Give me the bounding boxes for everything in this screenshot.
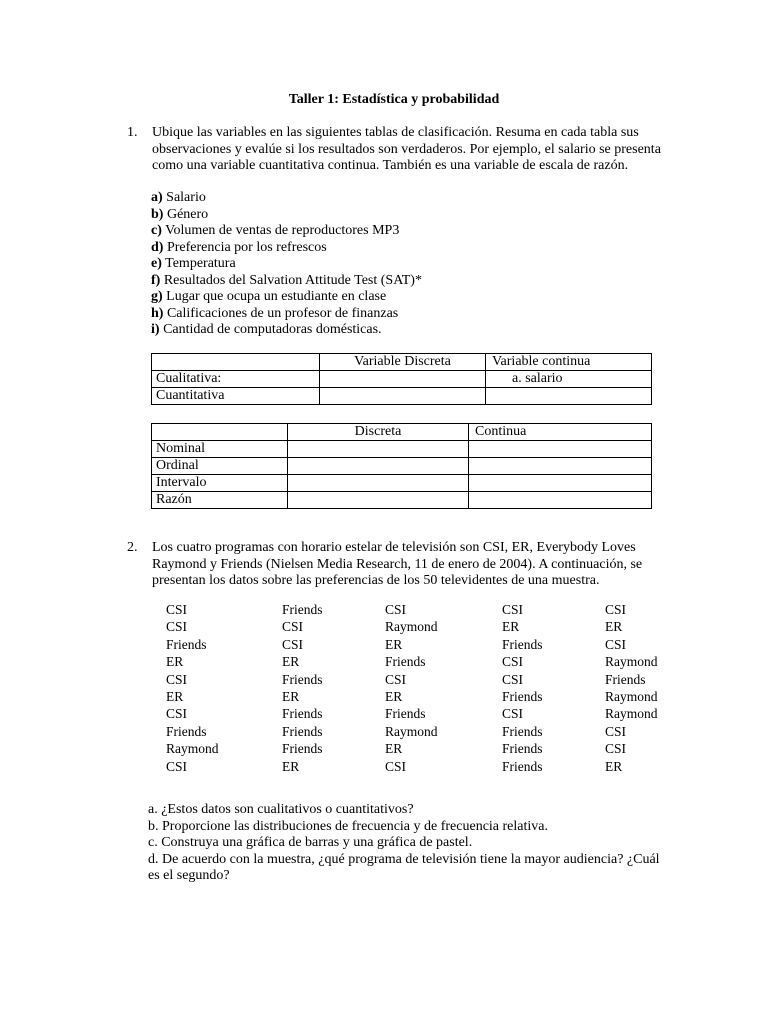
list-item: e) Temperatura	[151, 256, 236, 271]
data-value: CSI	[605, 602, 627, 617]
subquestion: b. Proporcione las distribuciones de frecuencia y de frecuencia relativa.	[148, 818, 548, 834]
subquestion: a. ¿Estos datos son cualitativos o cuantitativos?	[148, 802, 414, 817]
data-value: Friends	[502, 636, 543, 652]
data-value: Friends	[385, 654, 426, 670]
table-cell[interactable]	[469, 441, 652, 458]
table-row	[152, 371, 652, 388]
data-value: CSI	[385, 758, 407, 774]
list-item: i) Cantidad de computadoras domésticas.	[151, 322, 382, 337]
list-item: b) Género	[151, 206, 209, 222]
data-value: Friends	[282, 723, 323, 739]
table-header: Continua	[469, 424, 652, 441]
table-row	[152, 458, 652, 475]
data-value: Friends	[502, 723, 543, 739]
subquestion: es el segundo?	[148, 868, 230, 883]
data-column	[385, 601, 438, 775]
data-value: CSI	[282, 619, 304, 635]
table-row-label: Cuantitativa	[152, 388, 320, 405]
data-value: CSI	[166, 602, 188, 617]
data-column	[605, 601, 658, 775]
data-value: Friends	[385, 706, 426, 722]
list-item: c) Volumen de ventas de reproductores MP3	[151, 223, 400, 238]
data-value: Raymond	[605, 689, 658, 705]
table-cell[interactable]	[320, 371, 486, 388]
data-value: Friends	[605, 671, 646, 687]
list-item: h) Calificaciones de un profesor de finanzas	[151, 305, 399, 321]
data-value: Raymond	[605, 654, 658, 670]
list-item: a) Salario	[151, 190, 206, 205]
table-row-label: Cualitativa:	[152, 371, 320, 388]
data-value: CSI	[502, 706, 524, 722]
table-row	[152, 492, 652, 509]
page-title: Taller 1: Estadística y probabilidad	[288, 92, 500, 107]
data-value: Friends	[166, 636, 207, 652]
table-header: Variable continua	[486, 354, 652, 371]
table-row	[152, 424, 652, 441]
data-value: CSI	[605, 741, 627, 757]
data-value: CSI	[502, 602, 524, 617]
data-value: ER	[605, 619, 623, 635]
data-column	[502, 601, 543, 775]
data-value: Friends	[502, 741, 543, 757]
data-value: Raymond	[385, 723, 438, 739]
data-value: CSI	[385, 671, 407, 687]
data-value: CSI	[605, 723, 627, 739]
data-column	[166, 601, 219, 775]
classification-table-1	[151, 353, 652, 405]
table-cell[interactable]	[320, 388, 486, 405]
data-value: Friends	[166, 723, 207, 739]
data-value: Friends	[282, 741, 323, 757]
table-cell[interactable]	[469, 492, 652, 509]
data-value: CSI	[385, 602, 407, 617]
data-value: ER	[282, 654, 300, 670]
table-cell[interactable]: a. salario	[486, 371, 652, 388]
question-2-text	[152, 540, 652, 590]
data-value: ER	[385, 636, 403, 652]
data-value: ER	[166, 654, 184, 670]
table-row	[152, 354, 652, 371]
question-2-line: Raymond y Friends (Nielsen Media Research, 11 de enero de 2004). A continuación, se	[152, 556, 643, 572]
data-value: Raymond	[605, 706, 658, 722]
table-cell[interactable]	[288, 441, 469, 458]
data-value: ER	[385, 741, 403, 757]
data-value: ER	[502, 619, 520, 635]
table-cell	[152, 424, 288, 441]
data-column	[282, 601, 323, 775]
question-1-line: Ubique las variables en las siguientes tablas de clasificación. Resuma en cada tabla sus	[152, 125, 639, 140]
data-value: CSI	[166, 671, 188, 687]
data-value: CSI	[282, 636, 304, 652]
table-row	[152, 441, 652, 458]
question-1-line: como una variable cuantitativa continua. También es una variable de escala de razón.	[152, 158, 629, 173]
data-value: Friends	[502, 758, 543, 774]
data-value: Friends	[282, 706, 323, 722]
table-header: Variable Discreta	[320, 354, 486, 371]
data-value: Friends	[282, 602, 323, 617]
data-value: ER	[282, 758, 300, 774]
table-row-label: Intervalo	[152, 475, 288, 492]
data-value: Raymond	[166, 741, 219, 757]
data-value: CSI	[166, 758, 188, 774]
table-row-label: Razón	[152, 492, 288, 509]
table-row-label: Ordinal	[152, 458, 288, 475]
question-1-line: observaciones y evalúe si los resultados son verdaderos. Por ejemplo, el salario se presenta	[152, 141, 661, 157]
table-cell[interactable]	[486, 388, 652, 405]
subquestion: c. Construya una gráfica de barras y una gráfica de pastel.	[148, 835, 473, 850]
table-header: Discreta	[288, 424, 469, 441]
table-row	[152, 388, 652, 405]
question-2-number: 2.	[127, 540, 138, 555]
table-cell	[152, 354, 320, 371]
table-row-label: Nominal	[152, 441, 288, 458]
subquestion: d. De acuerdo con la muestra, ¿qué programa de televisión tiene la mayor audiencia? ¿Cuál	[148, 851, 660, 867]
list-item: f) Resultados del Salvation Attitude Test (SAT)*	[151, 272, 422, 288]
table-cell[interactable]	[288, 475, 469, 492]
table-row	[152, 475, 652, 492]
data-value: CSI	[502, 654, 524, 670]
table-cell[interactable]	[469, 475, 652, 492]
list-item: g) Lugar que ocupa un estudiante en clase	[151, 289, 387, 304]
data-value: CSI	[166, 619, 188, 635]
data-value: CSI	[605, 636, 627, 652]
data-value: Raymond	[385, 619, 438, 635]
data-value: ER	[605, 758, 623, 774]
table-cell[interactable]	[288, 492, 469, 509]
data-value: CSI	[166, 706, 188, 722]
data-value: Friends	[502, 689, 543, 705]
table-cell[interactable]	[469, 458, 652, 475]
table-cell[interactable]	[288, 458, 469, 475]
variable-list	[151, 190, 422, 339]
list-item: d) Preferencia por los refrescos	[151, 239, 327, 255]
question-2-line: presentan los datos sobre las preferencias de los 50 televidentes de una muestra.	[152, 573, 600, 588]
question-2-line: Los cuatro programas con horario estelar de televisión son CSI, ER, Everybody Loves	[152, 540, 636, 555]
subquestions	[148, 802, 668, 885]
data-value: ER	[385, 689, 403, 705]
question-1-number: 1.	[127, 125, 138, 140]
data-value: CSI	[502, 671, 524, 687]
classification-table-2	[151, 423, 652, 509]
data-value: Friends	[282, 671, 323, 687]
question-1-text	[152, 125, 661, 175]
data-value: ER	[166, 689, 184, 705]
data-value: ER	[282, 689, 300, 705]
